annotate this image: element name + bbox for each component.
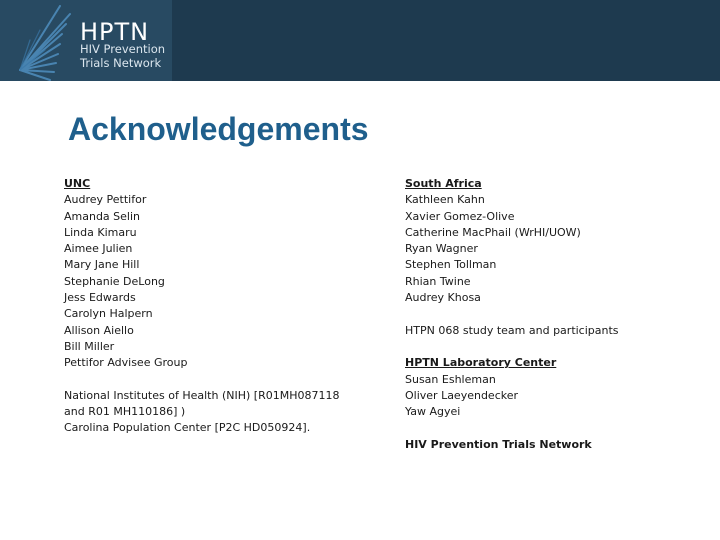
lab-name: Yaw Agyei xyxy=(405,405,461,419)
unc-name: Allison Aiello xyxy=(64,323,134,337)
logo-subtitle xyxy=(80,42,165,70)
unc-name: Amanda Selin xyxy=(64,209,141,223)
sa-name: Ryan Wagner xyxy=(405,242,478,256)
header-banner xyxy=(0,0,720,81)
sa-name: Rhian Twine xyxy=(405,274,471,288)
sa-name: Xavier Gomez-Olive xyxy=(405,209,515,223)
hptn-logo xyxy=(0,0,172,81)
network-line: HIV Prevention Trials Network xyxy=(405,437,592,451)
unc-name: Bill Miller xyxy=(64,339,115,353)
unc-name: Audrey Pettifor xyxy=(64,193,147,207)
spacer xyxy=(64,372,364,388)
unc-name: Pettifor Advisee Group xyxy=(64,356,188,370)
unc-heading: UNC xyxy=(64,177,91,190)
logo-subtitle-line1: HIV Prevention xyxy=(80,42,166,56)
unc-name: Jess Edwards xyxy=(64,291,136,305)
spacer xyxy=(405,339,715,355)
sa-name: Audrey Khosa xyxy=(405,291,481,305)
spacer xyxy=(405,420,715,436)
funding-line: and R01 MH110186] ) xyxy=(64,405,186,419)
unc-name: Aimee Julien xyxy=(64,242,133,256)
unc-name: Carolyn Halpern xyxy=(64,307,153,321)
unc-name: Stephanie DeLong xyxy=(64,274,165,288)
right-column xyxy=(405,176,715,453)
funding-line: National Institutes of Health (NIH) [R01MH087118 xyxy=(64,388,340,402)
lab-name: Susan Eshleman xyxy=(405,372,496,386)
logo-starburst-icon xyxy=(0,0,80,81)
logo-title: HPTN xyxy=(80,18,150,46)
lab-name: Oliver Laeyendecker xyxy=(405,388,519,402)
left-column xyxy=(64,176,364,437)
lab-center-heading: HPTN Laboratory Center xyxy=(405,356,557,370)
sa-name: Stephen Tollman xyxy=(405,258,497,272)
south-africa-heading: South Africa xyxy=(405,177,482,190)
unc-name: Mary Jane Hill xyxy=(64,258,140,272)
sa-name: Kathleen Kahn xyxy=(405,193,485,207)
sa-name: Catherine MacPhail (WrHI/UOW) xyxy=(405,225,581,239)
study-team-line: HTPN 068 study team and participants xyxy=(405,323,619,337)
funding-line: Carolina Population Center [P2C HD050924]. xyxy=(64,421,311,435)
logo-subtitle-line2: Trials Network xyxy=(80,56,162,70)
spacer xyxy=(405,306,715,322)
slide-title: Acknowledgements xyxy=(68,111,369,147)
unc-name: Linda Kimaru xyxy=(64,225,137,239)
